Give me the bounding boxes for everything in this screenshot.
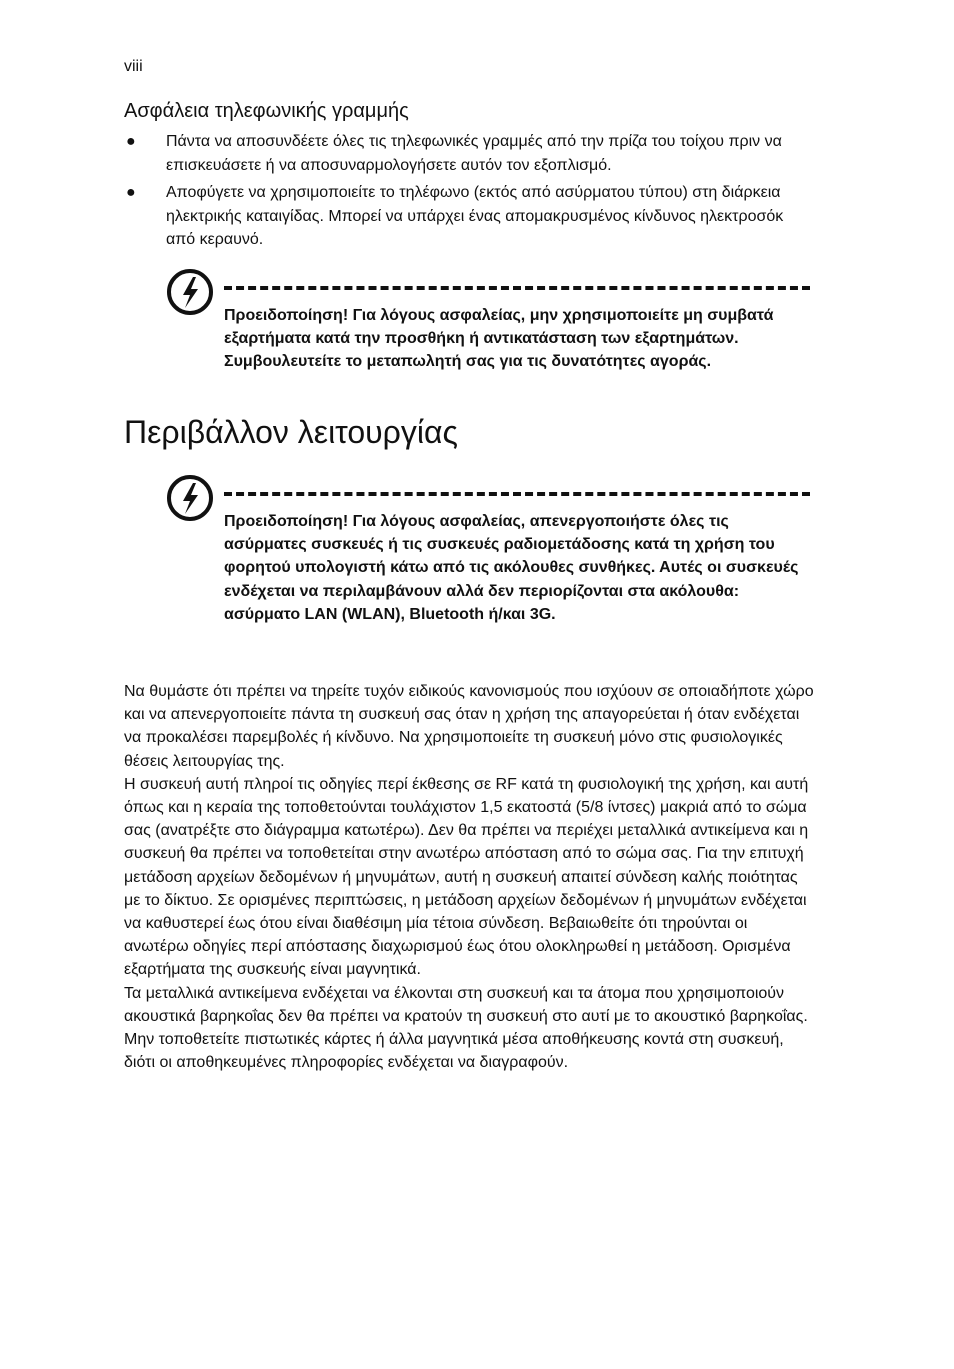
warning-lightning-icon	[166, 268, 214, 316]
body-text	[124, 680, 814, 1074]
list-item	[124, 130, 814, 177]
bullet-dot: ●	[126, 133, 136, 150]
list-item-text: Πάντα να αποσυνδέετε όλες τις τηλεφωνικές γραμμές από την πρίζα του τοίχου πριν να επισκευάσετε ή να αποσυναρμολογήσετε αυτόν τον εξοπλισμό.	[166, 133, 782, 174]
paragraph: Τα μεταλλικά αντικείμενα ενδέχεται να έλκονται στη συσκευή και τα άτομα που χρησιμοποιούν ακουστικά βαρηκοΐας δεν θα πρέπει να κρατούν τη συσκευή στο αυτί με το ακουστικό βαρηκοΐας. Μην τοποθετείτε πιστωτικές κάρτες ή άλλα μαγνητικά μέσα αποθήκευσης κοντά στη συσκευή, διότι οι αποθηκευμένες πληροφορίες ενδέχεται να διαγραφούν.	[124, 984, 808, 1072]
list-item	[124, 181, 814, 252]
dashed-divider	[224, 492, 810, 496]
phone-safety-list	[124, 130, 814, 256]
section-title: Περιβάλλον λειτουργίας	[124, 414, 458, 450]
warning-lightning-icon	[166, 474, 214, 522]
dashed-divider	[224, 286, 810, 290]
bullet-dot: ●	[126, 184, 136, 201]
warning-text: Προειδοποίηση! Για λόγους ασφαλείας, μην χρησιμοποιείτε μη συμβατά εξαρτήματα κατά την προσθήκη ή αντικατάσταση των εξαρτημάτων. Συμβουλευτείτε το μεταπωλητή σας για τις δυνατότητες αγοράς.	[224, 307, 774, 371]
list-item-text: Αποφύγετε να χρησιμοποιείτε το τηλέφωνο (εκτός από ασύρματου τύπου) στη διάρκεια ηλεκτρικής καταιγίδας. Μπορεί να υπάρχει ένας απομακρυσμένος κίνδυνος ηλεκτροσόκ από κεραυνό.	[166, 184, 784, 248]
page-number: viii	[124, 58, 143, 75]
warning-text: Προειδοποίηση! Για λόγους ασφαλείας, απενεργοποιήστε όλες τις ασύρματες συσκευές ή τις συσκευές ραδιομετάδοσης κατά τη χρήση του φορητού υπολογιστή κάτω από τις ακόλουθες συνθήκες. Αυτές οι συσκευές ενδέχεται να περιλαμβάνουν αλλά δεν περιορίζονται στα ακόλουθα: ασύρματο LAN (WLAN), Bluetooth ή/και 3G.	[224, 513, 799, 623]
phone-safety-heading: Ασφάλεια τηλεφωνικής γραμμής	[124, 100, 409, 122]
paragraph: Να θυμάστε ότι πρέπει να τηρείτε τυχόν ειδικούς κανονισμούς που ισχύουν σε οποιαδήποτε χώρο και να απενεργοποιείτε πάντα τη συσκευή σας όταν η χρήση της απαγορεύεται ή όταν ενδέχεται να προκαλέσει παρεμβολές ή κίνδυνο. Να χρησιμοποιείτε τη συσκευή μόνο στις φυσιολογικές θέσεις λειτουργίας της.	[124, 683, 814, 770]
paragraph: Η συσκευή αυτή πληροί τις οδηγίες περί έκθεσης σε RF κατά τη φυσιολογική της χρήση, και αυτή όπως και η κεραία της τοποθετούνται τουλάχιστον 1,5 εκατοστά (5/8 ίντσες) μακριά από το σώμα σας (ανατρέξτε στο διάγραμμα κατωτέρω). Δεν θα πρέπει να περιέχει μεταλλικά αντικείμενα και η συσκευή θα πρέπει να τοποθετείται στην ανωτέρω απόσταση από το σώμα σας. Για την επιτυχή μετάδοση αρχείων δεδομένων ή μηνυμάτων, αυτή η συσκευή απαιτεί σύνδεση καλής ποιότητας με το δίκτυο. Σε ορισμένες περιπτώσεις, η μετάδοση αρχείων δεδομένων ή μηνυμάτων ενδέχεται να καθυστερεί έως ότου είναι διαθέσιμη μία τέτοια σύνδεση. Βεβαιωθείτε ότι τηρούνται οι ανωτέρω οδηγίες περί απόστασης διαχωρισμού έως ότου ολοκληρωθεί η μετάδοση. Ορισμένα εξαρτήματα της συσκευής είναι μαγνητικά.	[124, 775, 809, 979]
